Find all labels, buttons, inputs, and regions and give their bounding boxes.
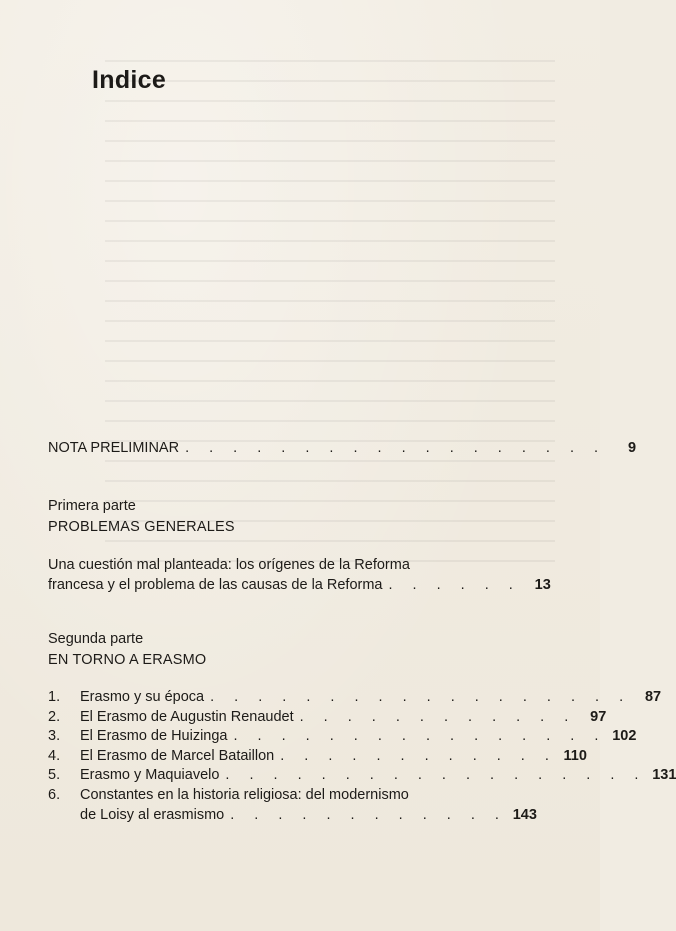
- leader-dots: . . . . . .: [388, 577, 521, 593]
- toc-entry-line1: Una cuestión mal planteada: los orígenes de la Reforma: [48, 557, 410, 573]
- leader-dots: . . . . . . . . . . . .: [299, 708, 577, 725]
- toc-item-label: El Erasmo de Marcel Bataillon: [80, 747, 275, 764]
- toc-page-number: 102: [612, 728, 637, 745]
- toc-page-number: 87: [644, 689, 662, 705]
- toc-item: [48, 786, 536, 825]
- toc-item-label: Erasmo y su época: [80, 689, 205, 705]
- toc-item-label: Erasmo y Maquiavelo: [80, 767, 220, 784]
- leader-dots: . . . . . . . . . . . .: [280, 747, 557, 764]
- toc-item: [48, 727, 637, 747]
- toc-page-number: 143: [512, 806, 537, 823]
- part-title-segunda: EN TORNO A ERASMO: [48, 652, 207, 668]
- toc-item-number: 2.: [48, 708, 61, 725]
- toc-entry-label: NOTA PRELIMINAR: [48, 440, 180, 456]
- toc-item-label-line2: de Loisy al erasmismo: [80, 806, 225, 823]
- toc-item: [48, 708, 607, 728]
- part-label-segunda: Segunda parte: [48, 631, 144, 647]
- toc-entry-nota: [48, 438, 637, 458]
- toc-item-number: 5.: [48, 767, 61, 784]
- leader-dots: . . . . . . . . . . . . . . . .: [233, 728, 607, 745]
- toc-item-number: 1.: [48, 689, 61, 705]
- toc-page-number: 13: [534, 577, 551, 593]
- part-title-primera: PROBLEMAS GENERALES: [48, 519, 235, 535]
- toc-page-number: 97: [590, 708, 607, 725]
- toc-item-number: 3.: [48, 728, 61, 745]
- show-through-texture: [105, 60, 555, 580]
- toc-item: [48, 747, 587, 767]
- toc-page-number: 131: [652, 767, 676, 784]
- leader-dots: . . . . . . . . . . . . . . . . . .: [225, 767, 647, 784]
- leader-dots: . . . . . . . . . . . .: [230, 806, 507, 823]
- toc-item-number: 4.: [48, 747, 61, 764]
- toc-item-label: El Erasmo de Huizinga: [80, 728, 228, 745]
- index-title: Indice: [92, 66, 167, 94]
- toc-item: [48, 766, 676, 786]
- toc-item: [48, 688, 662, 708]
- toc-item-number: 6.: [48, 786, 61, 803]
- leader-dots: . . . . . . . . . . . . . . . . . .: [210, 689, 632, 705]
- part-label-primera: Primera parte: [48, 498, 136, 514]
- toc-item-label-line1: Constantes en la historia religiosa: del modernismo: [80, 786, 409, 803]
- toc-page-number: 110: [563, 747, 587, 764]
- toc-item-label: El Erasmo de Augustin Renaudet: [80, 708, 294, 725]
- toc-list-segunda: [48, 688, 676, 825]
- toc-entry-primera: [48, 555, 551, 595]
- toc-page-number: 9: [627, 440, 637, 456]
- leader-dots: . . . . . . . . . . . . . . . . . .: [185, 440, 607, 456]
- toc-entry-line2: francesa y el problema de las causas de la Reforma: [48, 577, 383, 593]
